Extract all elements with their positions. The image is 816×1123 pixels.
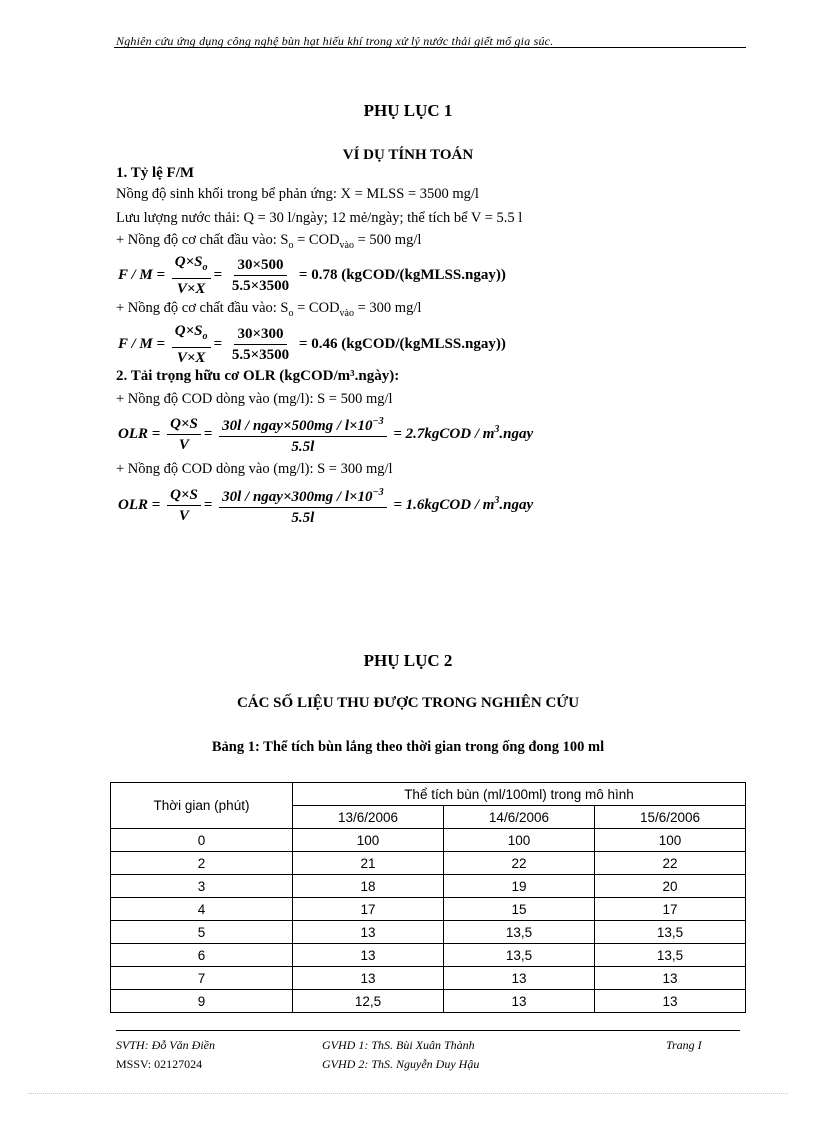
volume-cell: 13 <box>594 990 745 1013</box>
appendix-1-subtitle: VÍ DỤ TÍNH TOÁN <box>342 147 474 163</box>
footer-advisor-2: GVHD 2: ThS. Nguyễn Duy Hậu <box>322 1057 480 1071</box>
table-row <box>111 944 746 967</box>
header-date: 13/6/2006 <box>293 806 444 829</box>
volume-cell: 22 <box>443 852 594 875</box>
volume-cell: 17 <box>293 898 444 921</box>
footer-student: SVTH: Đỗ Văn Điền <box>116 1038 215 1052</box>
volume-cell: 13,5 <box>594 921 745 944</box>
header-date: 14/6/2006 <box>443 806 594 829</box>
volume-cell: 21 <box>293 852 444 875</box>
table-row <box>111 829 746 852</box>
volume-cell: 22 <box>594 852 745 875</box>
volume-cell: 100 <box>293 829 444 852</box>
volume-cell: 13 <box>293 944 444 967</box>
table-row <box>111 852 746 875</box>
time-cell: 3 <box>111 875 293 898</box>
volume-cell: 100 <box>594 829 745 852</box>
table-caption: Bảng 1: Thể tích bùn lắng theo thời gian trong ống đong 100 ml <box>211 739 605 755</box>
volume-cell: 18 <box>293 875 444 898</box>
footer-advisor-1: GVHD 1: ThS. Bùi Xuân Thành <box>322 1038 475 1052</box>
sludge-volume-table <box>110 782 746 1013</box>
table-row <box>111 990 746 1013</box>
cod-300-line: + Nồng độ COD dòng vào (mg/l): S = 300 mg/l <box>116 461 393 477</box>
page-bottom-edge <box>28 1093 788 1094</box>
substrate-300-line: + Nồng độ cơ chất đầu vào: $S_o = COD_{vào} = 300$ mg/l <box>116 300 422 319</box>
running-header: Nghiên cứu ứng dụng công nghệ bùn hạt hiếu khí trong xử lý nước thải giết mổ gia súc. <box>116 34 554 48</box>
time-cell: 5 <box>111 921 293 944</box>
cod-500-line: + Nồng độ COD dòng vào (mg/l): S = 500 mg/l <box>116 391 393 407</box>
volume-cell: 12,5 <box>293 990 444 1013</box>
volume-cell: 13 <box>443 990 594 1013</box>
footer-divider <box>116 1030 740 1031</box>
appendix-1-title: PHỤ LỤC 1 <box>363 101 453 120</box>
time-cell: 9 <box>111 990 293 1013</box>
appendix-2-title: PHỤ LỤC 2 <box>363 651 453 670</box>
header-date: 15/6/2006 <box>594 806 745 829</box>
olr-equation-300: OLR = $\frac{Q\times S}{V}$ = $\frac{30l / ngay\times 300mg / l\times 10^{-3}}{5.5l}$ = 1.6kgCOD / $m^3.ngay$ <box>118 484 533 527</box>
olr-equation-500: OLR = $\frac{Q\times S}{V}$ = $\frac{30l / ngay\times 500mg / l\times 10^{-3}}{5.5l}$ = 2.7kgCOD / $m^3.ngay$ <box>118 413 533 456</box>
time-cell: 2 <box>111 852 293 875</box>
table-row <box>111 921 746 944</box>
table-row <box>111 967 746 990</box>
volume-cell: 13 <box>594 967 745 990</box>
time-cell: 6 <box>111 944 293 967</box>
volume-cell: 13,5 <box>594 944 745 967</box>
section-fm-heading: 1. Tỷ lệ F/M <box>116 165 195 181</box>
header-volume-group: Thể tích bùn (ml/100ml) trong mô hình <box>293 783 746 806</box>
page-number: Trang I <box>666 1038 702 1052</box>
header-time: Thời gian (phút) <box>111 783 293 829</box>
fm-equation-300: F / M = $\frac{Q\times S_o}{V\times X}$ = $\frac{30\times 300}{5.5\times 3500}$ = 0.46 (kgCOD/(kgMLSS.ngay)) <box>118 323 506 366</box>
fm-equation-500: F / M = $\frac{Q\times S_o}{V\times X}$ = $\frac{30\times 500}{5.5\times 3500}$ = 0.78 (kgCOD/(kgMLSS.ngay)) <box>118 254 506 297</box>
time-cell: 7 <box>111 967 293 990</box>
volume-cell: 13 <box>293 921 444 944</box>
volume-cell: 13 <box>443 967 594 990</box>
volume-cell: 13 <box>293 967 444 990</box>
header-divider <box>114 47 746 48</box>
time-cell: 0 <box>111 829 293 852</box>
volume-cell: 17 <box>594 898 745 921</box>
volume-cell: 20 <box>594 875 745 898</box>
volume-cell: 100 <box>443 829 594 852</box>
volume-cell: 13,5 <box>443 944 594 967</box>
time-cell: 4 <box>111 898 293 921</box>
section-olr-heading: 2. Tải trọng hữu cơ OLR (kgCOD/m³.ngày): <box>116 368 400 384</box>
appendix-2-subtitle: CÁC SỐ LIỆU THU ĐƯỢC TRONG NGHIÊN CỨU <box>236 695 580 711</box>
table-row <box>111 898 746 921</box>
volume-cell: 13,5 <box>443 921 594 944</box>
volume-cell: 15 <box>443 898 594 921</box>
substrate-500-line: + Nồng độ cơ chất đầu vào: $S_o = COD_{vào} = 500$ mg/l <box>116 232 422 251</box>
flow-line: Lưu lượng nước thải: Q = 30 l/ngày; 12 mẻ/ngày; thể tích bể V = 5.5 l <box>116 210 523 226</box>
footer-student-id: MSSV: 02127024 <box>116 1057 203 1071</box>
biomass-line: Nồng độ sinh khối trong bể phản ứng: X = MLSS = 3500 mg/l <box>116 186 479 202</box>
volume-cell: 19 <box>443 875 594 898</box>
table-row <box>111 875 746 898</box>
